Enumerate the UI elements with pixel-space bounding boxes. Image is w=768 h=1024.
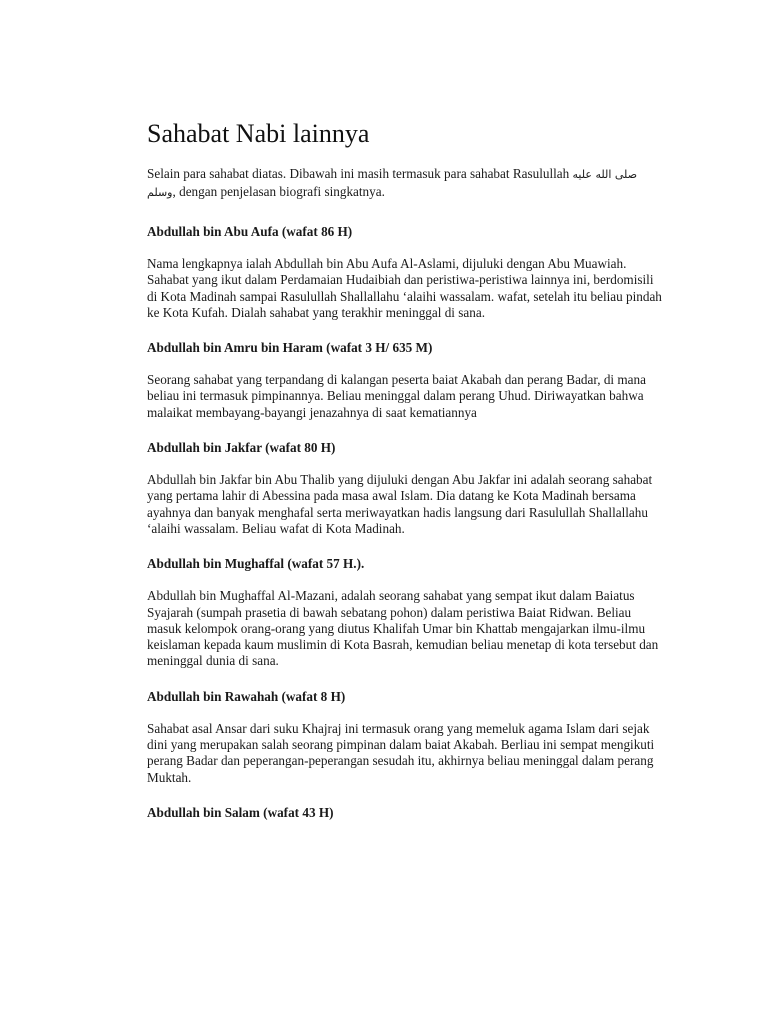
- section-heading: Abdullah bin Salam (wafat 43 H): [147, 804, 334, 820]
- intro-text: Selain para sahabat diatas. Dibawah ini masih termasuk para sahabat Rasulullah: [147, 166, 573, 181]
- section-abdullah-bin-salam: [147, 804, 667, 821]
- document-page: [147, 118, 667, 837]
- intro-paragraph: [147, 166, 667, 201]
- arabic-salawat: صلى الله عليه وسلم: [147, 168, 638, 199]
- section-heading: Abdullah bin Amru bin Haram (wafat 3 H/ 635 M): [147, 340, 433, 356]
- section-body: Sahabat asal Ansar dari suku Khajraj ini termasuk orang yang memeluk agama Islam dari sejak dini yang merupakan salah seorang pimpinan dalam baiat Akabah. Berliau ini sempat mengikuti perang Badar dan peperangan-peperangan sesudah itu, akhirnya beliau meninggal dalam perang Muktah.: [147, 720, 655, 785]
- intro-text-end: , dengan penjelasan biografi singkatnya.: [172, 183, 385, 199]
- section-abdullah-bin-amru-bin-haram: [147, 339, 667, 421]
- section-body: Seorang sahabat yang terpandang di kalangan peserta baiat Akabah dan perang Badar, di mana beliau ini termasuk pimpinannya. Beliau meninggal dalam perang Uhud. Diriwayatkan bahwa malaikat membayang-bayangi jenazahnya di saat kematiannya: [147, 372, 646, 420]
- section-body: Nama lengkapnya ialah Abdullah bin Abu Aufa Al-Aslami, dijuluki dengan Abu Muawiah. Sahabat yang ikut dalam Perdamaian Hudaibiah dan peristiwa-peristiwa lainnya ini, berdomisili di Kota Madinah sampai Rasulullah Shallallahu ‘alaihi wassalam. wafat, setelah itu beliau pindah ke Kota Kufah. Dialah sahabat yang terakhir meninggal di sana.: [147, 256, 662, 320]
- section-heading: Abdullah bin Rawahah (wafat 8 H): [147, 688, 346, 704]
- section-heading: Abdullah bin Abu Aufa (wafat 86 H): [147, 224, 353, 239]
- section-body: Abdullah bin Mughaffal Al-Mazani, adalah seorang sahabat yang sempat ikut dalam Baiatus Syajarah (sumpah prasetia di bawah sebatang pohon) dalam peristiwa Baiat Ridwan. Beliau masuk kelompok orang-orang yang diutus Khalifah Umar bin Khattab mengajarkan ilmu-ilmu keislaman kepada kaum muslimin di Kota Basrah, kemudian beliau menetap di kota tersebut dan meninggal dunia di sana.: [147, 588, 659, 669]
- section-abdullah-bin-jakfar: [147, 439, 667, 537]
- section-abdullah-bin-abu-aufa: [147, 223, 667, 321]
- section-abdullah-bin-mughaffal: [147, 555, 667, 669]
- section-heading: Abdullah bin Jakfar (wafat 80 H): [147, 440, 336, 456]
- section-body: Abdullah bin Jakfar bin Abu Thalib yang dijuluki dengan Abu Jakfar ini adalah seorang sahabat yang pertama lahir di Abessina pada masa awal Islam. Dia datang ke Kota Madinah bersama ayahnya dan banyak menghafal serta meriwayatkan hadis langsung dari Rasulullah Shallallahu ‘alaihi wassalam. Beliau wafat di Kota Madinah.: [147, 472, 653, 536]
- page-title: Sahabat Nabi lainnya: [147, 119, 370, 148]
- section-heading: Abdullah bin Mughaffal (wafat 57 H.).: [147, 556, 365, 572]
- section-abdullah-bin-rawahah: [147, 688, 667, 786]
